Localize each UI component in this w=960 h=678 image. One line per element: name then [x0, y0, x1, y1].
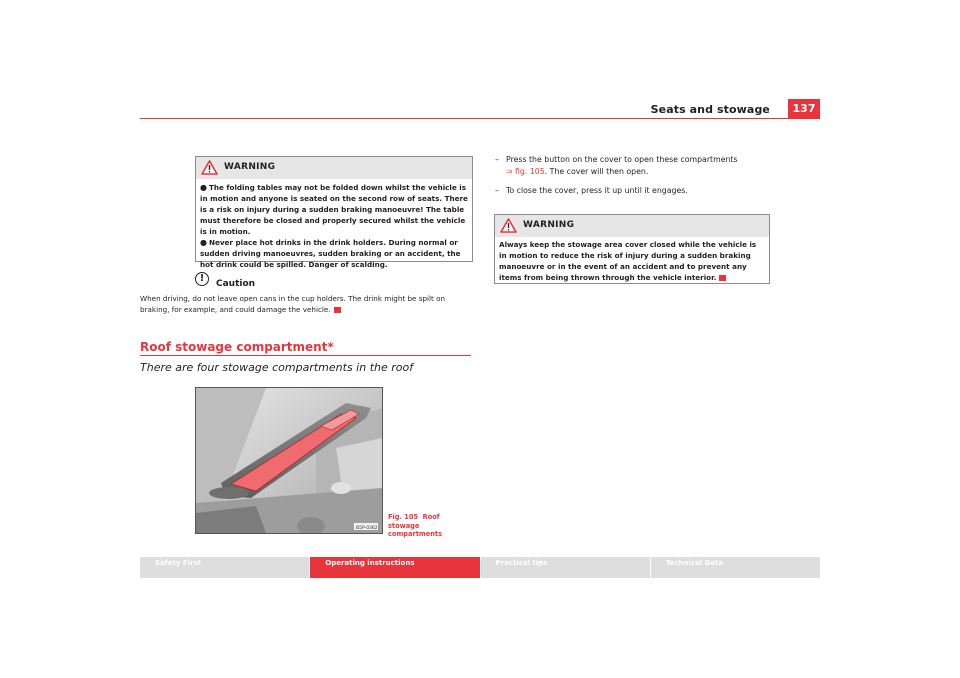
instruction-step	[495, 154, 776, 178]
footer-tab-practical-tips[interactable]: Practical tips	[481, 557, 650, 578]
section-divider	[140, 355, 471, 356]
footer-tab-operating-instructions[interactable]: Operating instructions	[310, 557, 479, 578]
footer-nav	[140, 557, 820, 578]
warning-body	[196, 179, 472, 274]
warning-title: WARNING	[523, 220, 575, 230]
caution-circle-icon: !	[195, 272, 209, 286]
warning-bullet-text: The folding tables may not be folded down whilst the vehicle is in motion and anyone is seated on the second row of seats. There is a risk on injury during a sudden braking manoeuvre! The table must therefore be closed and properly secured whilst the vehicle is in motion.	[200, 183, 468, 236]
header-divider	[140, 118, 820, 119]
figure-roof-stowage	[195, 387, 383, 534]
warning-text: Always keep the stowage area cover closed while the vehicle is in motion to reduce the risk of injury during a sudden braking manoeuvre or in the event of an accident and to prevent any items from being thrown through the vehicle interior.	[499, 240, 757, 282]
warning-header	[196, 157, 472, 179]
section-title: Roof stowage compartment*	[140, 340, 334, 354]
warning-body	[495, 237, 769, 287]
dash-marker: –	[495, 155, 499, 164]
page-header-title: Seats and stowage	[650, 103, 770, 116]
footer-tab-safety-first[interactable]: Safety First	[140, 557, 309, 578]
caution-text-body: When driving, do not leave open cans in the cup holders. The drink might be spilt on braking, for example, and could damage the vehicle.	[140, 294, 446, 314]
figure-reference-link[interactable]: ⇒ fig. 105	[506, 167, 545, 176]
warning-bullet-text: Never place hot drinks in the drink holders. During normal or sudden driving manoeuvres, sudden braking or an accident, the hot drink could be spilled. Danger of scalding.	[200, 238, 461, 269]
roof-stowage-illustration	[196, 388, 382, 533]
warning-bullet	[200, 237, 468, 270]
instruction-step	[495, 185, 776, 197]
warning-bullet	[200, 182, 468, 237]
warning-triangle-icon	[500, 218, 517, 233]
figure-caption	[388, 513, 468, 539]
figure-caption-text: Roof stowage compartments	[388, 513, 442, 538]
dash-marker: –	[495, 186, 499, 195]
warning-triangle-icon	[201, 160, 218, 175]
section-end-icon	[334, 307, 341, 313]
caution-text	[140, 293, 474, 315]
warning-box-2	[494, 214, 770, 284]
bullet-icon: ●	[200, 183, 207, 192]
step-text-continued: . The cover will then open.	[544, 167, 649, 176]
warning-box-1	[195, 156, 473, 269]
step-text: Press the button on the cover to open these compartments	[506, 155, 738, 164]
section-subtitle: There are four stowage compartments in the roof	[140, 361, 414, 374]
warning-header	[495, 215, 769, 237]
caution-title: Caution	[216, 279, 256, 289]
warning-title: WARNING	[224, 162, 276, 172]
bullet-icon: ●	[200, 238, 207, 247]
section-end-icon	[719, 275, 726, 281]
footer-tab-technical-data[interactable]: Technical Data	[651, 557, 820, 578]
figure-code: B5P-0362	[356, 526, 378, 531]
page-number: 137	[788, 99, 820, 118]
step-text: To close the cover, press it up until it engages.	[506, 186, 688, 195]
figure-caption-label: Fig. 105	[388, 513, 419, 521]
